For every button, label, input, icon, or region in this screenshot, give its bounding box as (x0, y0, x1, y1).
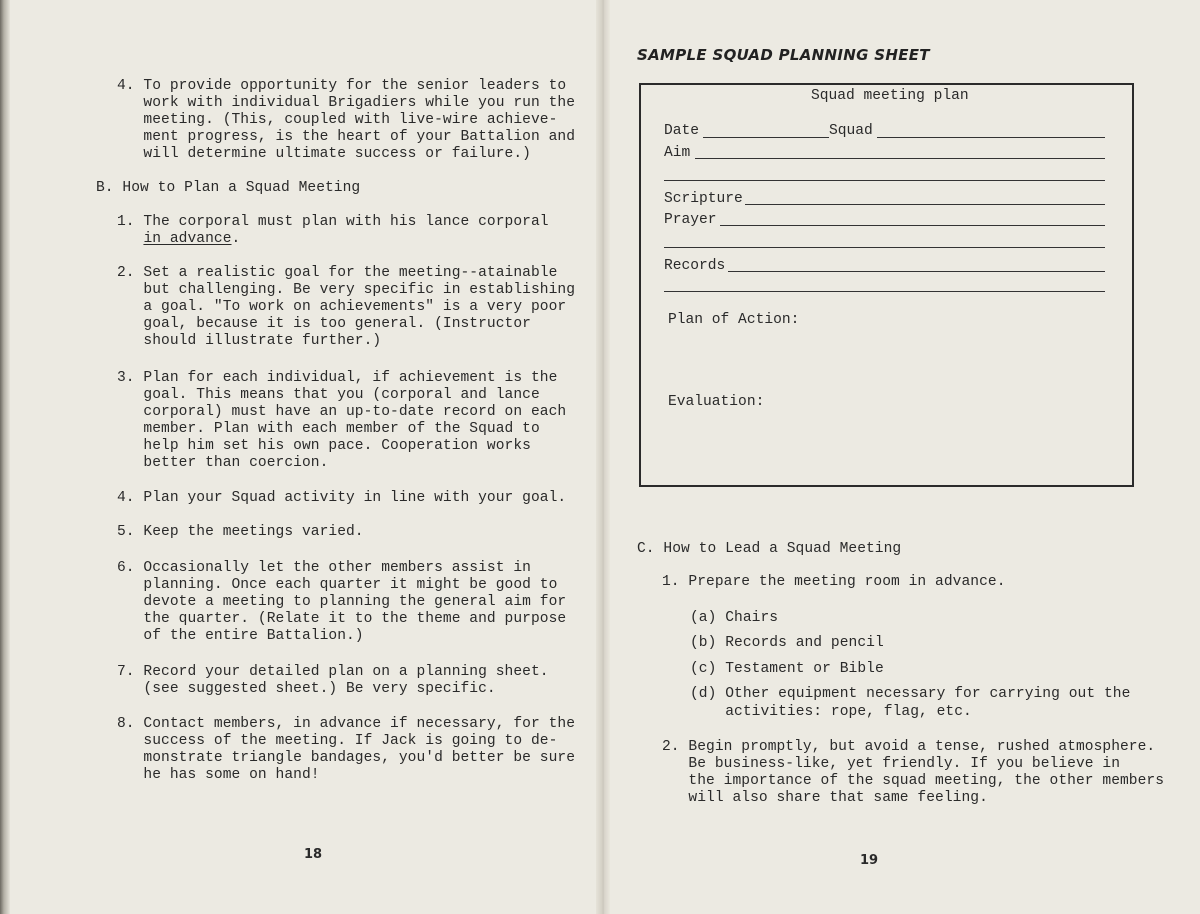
text-line: work with individual Brigadiers while you run the (117, 95, 575, 111)
text-line: 2. Begin promptly, but avoid a tense, rushed atmosphere. (662, 739, 1156, 755)
text-line: monstrate triangle bandages, you'd better be sure (117, 750, 575, 766)
text-line: should illustrate further.) (117, 333, 382, 349)
text-line: goal. This means that you (corporal and lance (117, 387, 540, 403)
b4-paragraph: 4. Plan your Squad activity in line with your goal. (117, 490, 567, 506)
text-line: 2. Set a realistic goal for the meeting--atainable (117, 265, 558, 281)
text-line: success of the meeting. If Jack is going to de- (117, 733, 558, 749)
book-gutter (596, 0, 610, 914)
text-line: 6. Occasionally let the other members assist in (117, 560, 531, 576)
text-line: a goal. "To work on achievements" is a very poor (117, 299, 567, 315)
text-line: 3. Plan for each individual, if achievement is the (117, 370, 558, 386)
text-line: better than coercion. (117, 455, 329, 471)
text-line: the quarter. (Relate it to the theme and purpose (117, 611, 567, 627)
text-line: 4. To provide opportunity for the senior leaders to (117, 78, 567, 94)
evaluation-label: Evaluation: (668, 394, 765, 410)
text-line: (see suggested sheet.) Be very specific. (117, 681, 496, 697)
text-line: of the entire Battalion.) (117, 628, 364, 644)
prayer-line[interactable] (720, 225, 1105, 226)
list-item: (a) Chairs (690, 610, 779, 626)
text-line: will determine ultimate success or failure.) (117, 146, 531, 162)
prayer-label: Prayer (664, 212, 717, 228)
text-line: 7. Record your detailed plan on a planning sheet. (117, 664, 549, 680)
prayer-line-2[interactable] (664, 247, 1105, 248)
b5-paragraph: 5. Keep the meetings varied. (117, 524, 364, 540)
text-line: planning. Once each quarter it might be good to (117, 577, 558, 593)
right-page (610, 0, 1200, 914)
list-item: (b) Records and pencil (690, 635, 884, 651)
left-page (10, 0, 596, 914)
records-line[interactable] (728, 271, 1105, 272)
text-line: ment progress, is the heart of your Battalion and (117, 129, 575, 145)
book-edge (0, 0, 10, 914)
planning-sheet-form (639, 83, 1134, 487)
scripture-line[interactable] (745, 204, 1105, 205)
text-line: corporal) must have an up-to-date record on each (117, 404, 567, 420)
section-b-heading: B. How to Plan a Squad Meeting (96, 180, 361, 196)
date-line[interactable] (703, 137, 829, 138)
plan-of-action-label: Plan of Action: (668, 312, 800, 328)
scripture-label: Scripture (664, 191, 743, 207)
text-line: but challenging. Be very specific in establishing (117, 282, 575, 298)
page-heading: SAMPLE SQUAD PLANNING SHEET (637, 46, 930, 64)
text-line: will also share that same feeling. (662, 790, 988, 806)
text-line: help him set his own pace. Cooperation works (117, 438, 531, 454)
list-item: (d) Other equipment necessary for carrying out the (690, 686, 1131, 702)
text-line: Be business-like, yet friendly. If you believe in (662, 756, 1120, 772)
text-line: the importance of the squad meeting, the other members (662, 773, 1165, 789)
aim-line[interactable] (695, 158, 1105, 159)
section-c-heading: C. How to Lead a Squad Meeting (637, 541, 902, 557)
text-line: 1. The corporal must plan with his lance corporal (117, 214, 549, 230)
squad-line[interactable] (877, 137, 1105, 138)
list-item: (c) Testament or Bible (690, 661, 884, 677)
text-line: devote a meeting to planning the general aim for (117, 594, 567, 610)
squad-label: Squad (829, 123, 873, 139)
underlined-phrase: in advance (143, 231, 232, 247)
date-label: Date (664, 123, 700, 139)
text-line: member. Plan with each member of the Squad to (117, 421, 540, 437)
text-line: goal, because it is too general. (Instructor (117, 316, 531, 332)
records-label: Records (664, 258, 726, 274)
page-number: 19 (860, 853, 879, 868)
form-title: Squad meeting plan (811, 88, 969, 104)
text-line: meeting. (This, coupled with live-wire achieve- (117, 112, 558, 128)
aim-label: Aim (664, 145, 691, 161)
list-item: activities: rope, flag, etc. (690, 704, 972, 720)
page-number: 18 (304, 847, 323, 862)
aim-line-2[interactable] (664, 180, 1105, 181)
text-line: 8. Contact members, in advance if necessary, for the (117, 716, 575, 732)
c1-paragraph: 1. Prepare the meeting room in advance. (662, 574, 1006, 590)
text-line: in advance. (143, 231, 241, 247)
records-line-2[interactable] (664, 291, 1105, 292)
text-line: he has some on hand! (117, 767, 320, 783)
